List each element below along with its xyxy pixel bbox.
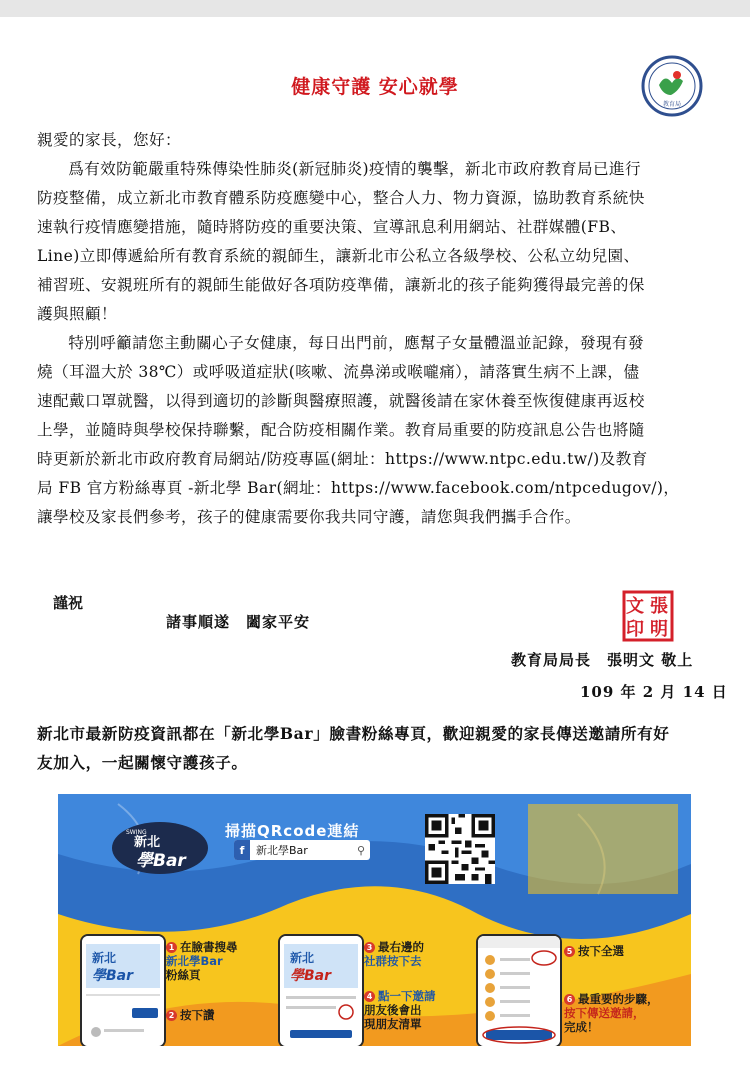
paragraph-1-line: Line)立即傳遞給所有教育系統的親師生，讓新北市公私立各級學校、公私立幼兒園、 [37,247,640,265]
phone-mockup-2 [278,934,364,1046]
letter-body [37,126,717,532]
step-1: 1 在臉書搜尋 新北學Bar 粉絲頁 [166,940,238,982]
paragraph-2-line: 讓學校及家長們參考，孩子的健康需要你我共同守護，請您與我們攜手合作。 [37,508,581,526]
wish-1: 諸事順遂 [166,613,231,631]
letter-date: 109 年 2 月 14 日 [580,683,728,701]
facebook-search-box [234,840,370,860]
svg-text:明: 明 [650,619,668,640]
svg-text:印: 印 [626,619,644,640]
phone-1-screen [82,936,164,1046]
top-status-bar [0,0,750,17]
greeting: 親愛的家長，您好： [37,131,181,149]
facebook-search-text: 新北學Bar [256,844,308,857]
paragraph-2-line: 速配戴口罩就醫，以得到適切的診斷與醫療照護，就醫後請在家休養至恢復健康再返校 [37,392,645,410]
paragraph-2-line: 特別呼籲請您主動關心子女健康，每日出門前，應幫子女量體溫並記錄，發現有發 [68,334,644,352]
step-5-text: 按下全選 [578,944,624,958]
step-4-line: 現朋友清單 [364,1017,422,1031]
step-1-line: 新北學Bar [166,954,223,968]
closing-salutation: 謹祝 [53,594,84,612]
xinbeixue-bar-logo-icon [110,820,210,876]
personal-seal-stamp-icon [622,590,674,642]
paragraph-2-line: 燒（耳溫大於 38℃）或呼吸道症狀(咳嗽、流鼻涕或喉嚨痛），請落實生病不上課，儘 [37,363,640,381]
scan-qrcode-title: 掃描QRcode連結 [225,822,360,840]
phone-2-screen [280,936,362,1046]
svg-text:文: 文 [626,596,644,617]
step-4: 4 點一下邀請 朋友後會出 現朋友清單 [364,989,436,1031]
svg-text:張: 張 [650,596,668,617]
qr-code-icon[interactable] [425,814,495,884]
svg-text:新北: 新北 [92,951,117,965]
wish-2: 闔家平安 [246,613,311,631]
paragraph-2-line: 時更新於新北市政府教育局網站/防疫專區(網址：https://www.ntpc.edu.tw/)及教育 [37,450,648,468]
step-5: 5 按下全選 [564,944,624,958]
step-6-line: 最重要的步驟， [578,992,659,1006]
page-title: 健康守護 安心就學 [291,76,459,98]
paragraph-1-line: 速執行疫情應變措施，隨時將防疫的重要決策、宣導訊息利用網站、社群媒體(FB、 [37,218,627,236]
paragraph-2-line: 局 FB 官方粉絲專頁 -新北學 Bar(網址：https://www.facebook.com/ntpcedugov/)， [37,479,680,497]
step-1-line: 在臉書搜尋 [180,940,238,954]
notice-line: 友加入，一起關懷守護孩子。 [37,753,248,772]
search-icon: ⚲ [356,843,365,857]
phone-mockup-1 [80,934,166,1046]
svg-text:學Bar: 學Bar [290,968,332,984]
step-6-line: 按下傳送邀請， [564,1006,645,1020]
paragraph-2-line: 上學，並隨時與學校保持聯繫，配合防疫相關作業。教育局重要的防疫訊息公告也將隨 [37,421,645,439]
step-2-text: 按下讚 [180,1008,215,1022]
facebook-icon: f [234,840,250,860]
closing-wishes [166,611,310,632]
phone-3-screen [478,936,560,1046]
signer: 教育局局長 張明文 敬上 [511,651,694,669]
svg-text:SWING: SWING [126,829,147,836]
svg-text:新北: 新北 [290,951,315,965]
svg-text:學Bar: 學Bar [92,968,134,984]
education-bureau-seal-icon [641,55,703,117]
step-4-line: 朋友後會出 [364,1003,422,1017]
paragraph-1-line: 爲有效防範嚴重特殊傳染性肺炎(新冠肺炎)疫情的襲擊，新北市政府教育局已進行 [68,160,641,178]
step-3-line: 社群按下去 [364,954,422,968]
step-6-line: 完成！ [564,1020,599,1034]
svg-text:新北: 新北 [134,835,161,850]
step-6: 6 最重要的步驟， 按下傳送邀請， 完成！ [564,992,659,1034]
notice-line: 新北市最新防疫資訊都在「新北學Bar」臉書粉絲專頁，歡迎親愛的家長傳送邀請所有好 [37,724,670,743]
step-2: 2 按下讚 [166,1008,215,1022]
svg-text:教育局: 教育局 [663,101,682,108]
notice [37,719,717,777]
paragraph-1-line: 補習班、安親班所有的親師生能做好各項防疫準備，讓新北的孩子能夠獲得最完善的保 [37,276,645,294]
step-1-line: 粉絲頁 [166,968,201,982]
svg-text:學Bar: 學Bar [136,851,186,871]
paragraph-1-line: 護與照顧！ [37,305,117,323]
step-3: 3 最右邊的 社群按下去 [364,940,424,968]
phone-mockup-3 [476,934,562,1046]
fanpage-banner [58,794,691,1046]
step-4-line: 點一下邀請 [378,989,436,1003]
step-3-line: 最右邊的 [378,940,424,954]
paragraph-1-line: 防疫整備，成立新北市教育體系防疫應變中心，整合人力、物力資源，協助教育系統快 [37,189,645,207]
